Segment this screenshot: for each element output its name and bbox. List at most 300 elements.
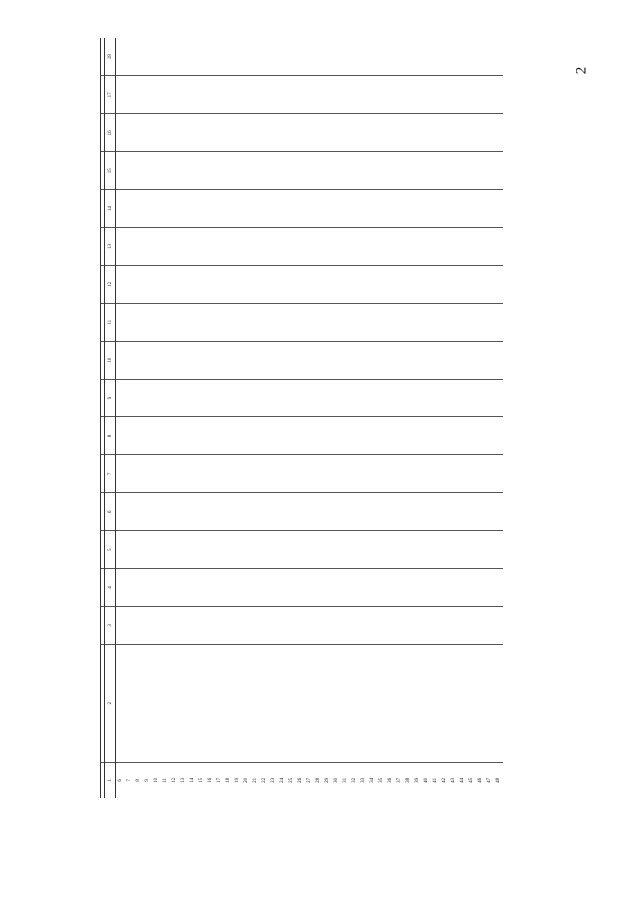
value-cell [152, 303, 161, 341]
table-row [467, 38, 476, 798]
value-cell [404, 38, 413, 76]
value-cell [359, 531, 368, 569]
row-number-cell: 11 [163, 777, 168, 783]
value-cell [233, 493, 242, 531]
row-number-cell: 35 [379, 777, 384, 783]
value-cell [116, 228, 126, 266]
value-cell [440, 455, 449, 493]
value-cell [296, 303, 305, 341]
value-cell [278, 152, 287, 190]
value-cell [134, 379, 143, 417]
value-cell [305, 531, 314, 569]
value-cell [377, 341, 386, 379]
column-header: 14 [105, 190, 116, 228]
value-cell [413, 341, 422, 379]
value-cell [278, 265, 287, 303]
value-cell [296, 228, 305, 266]
value-cell [278, 341, 287, 379]
value-cell [224, 569, 233, 607]
value-cell [494, 569, 503, 607]
value-cell [296, 379, 305, 417]
value-cell [449, 114, 458, 152]
value-cell [350, 569, 359, 607]
value-cell [377, 265, 386, 303]
value-cell [341, 38, 350, 76]
value-cell [215, 152, 224, 190]
row-number-cell: 13 [181, 777, 186, 783]
value-cell [404, 417, 413, 455]
address-cell [197, 644, 206, 762]
value-cell [476, 303, 485, 341]
row-number-cell: 14 [190, 777, 195, 783]
table-row [215, 38, 224, 798]
value-cell [278, 114, 287, 152]
value-cell [314, 531, 323, 569]
value-cell [404, 76, 413, 114]
value-cell [395, 417, 404, 455]
page-number: 2 [573, 66, 590, 75]
value-cell [170, 38, 179, 76]
value-cell [215, 379, 224, 417]
value-cell [359, 379, 368, 417]
value-cell [332, 38, 341, 76]
value-cell [170, 606, 179, 644]
value-cell [152, 265, 161, 303]
row-number-cell: 17 [217, 777, 222, 783]
value-cell [296, 569, 305, 607]
value-cell [287, 455, 296, 493]
value-cell [197, 341, 206, 379]
value-cell [476, 228, 485, 266]
address-cell [323, 644, 332, 762]
value-cell [395, 38, 404, 76]
value-cell [152, 493, 161, 531]
table-row [350, 38, 359, 798]
table-row [170, 38, 179, 798]
value-cell [413, 114, 422, 152]
value-cell [332, 190, 341, 228]
table-row [233, 38, 242, 798]
value-cell [233, 152, 242, 190]
value-cell [296, 190, 305, 228]
row-number-cell: 41 [433, 777, 438, 783]
value-cell [125, 569, 134, 607]
table-row [314, 38, 323, 798]
value-cell [242, 38, 251, 76]
value-cell [341, 265, 350, 303]
value-cell [161, 417, 170, 455]
value-cell [359, 606, 368, 644]
row-number-cell: 42 [442, 777, 447, 783]
address-cell [332, 644, 341, 762]
value-cell [404, 569, 413, 607]
address-cell [179, 644, 188, 762]
table-row [161, 38, 170, 798]
value-cell [143, 531, 152, 569]
value-cell [341, 303, 350, 341]
value-cell [161, 38, 170, 76]
row-number-cell: 44 [460, 777, 465, 783]
value-cell [485, 228, 494, 266]
value-cell [440, 341, 449, 379]
value-cell [197, 303, 206, 341]
value-cell [494, 531, 503, 569]
value-cell [431, 38, 440, 76]
value-cell [269, 493, 278, 531]
value-cell [287, 531, 296, 569]
value-cell [413, 417, 422, 455]
value-cell [188, 531, 197, 569]
table-row [152, 38, 161, 798]
value-cell [161, 341, 170, 379]
value-cell [143, 265, 152, 303]
value-cell [440, 114, 449, 152]
table-row [143, 38, 152, 798]
value-cell [134, 265, 143, 303]
value-cell [188, 190, 197, 228]
address-cell [449, 644, 458, 762]
value-cell [188, 114, 197, 152]
value-cell [179, 265, 188, 303]
address-cell [269, 644, 278, 762]
column-header: 7 [105, 455, 116, 493]
value-cell [368, 114, 377, 152]
value-cell [134, 569, 143, 607]
value-cell [233, 38, 242, 76]
value-cell [197, 152, 206, 190]
value-cell [395, 152, 404, 190]
value-cell [134, 152, 143, 190]
value-cell [188, 606, 197, 644]
table-row [494, 38, 503, 798]
value-cell [197, 114, 206, 152]
value-cell [467, 303, 476, 341]
value-cell [395, 303, 404, 341]
address-cell [233, 644, 242, 762]
value-cell [341, 455, 350, 493]
row-number-cell: 48 [496, 777, 501, 783]
value-cell [242, 531, 251, 569]
value-cell [260, 114, 269, 152]
value-cell [215, 569, 224, 607]
value-cell [449, 76, 458, 114]
value-cell [305, 265, 314, 303]
table-row [458, 38, 467, 798]
address-cell [404, 644, 413, 762]
table-row [404, 38, 413, 798]
value-cell [233, 379, 242, 417]
value-cell [179, 455, 188, 493]
value-cell [386, 379, 395, 417]
value-cell [368, 76, 377, 114]
value-cell [422, 190, 431, 228]
value-cell [341, 152, 350, 190]
value-cell [314, 493, 323, 531]
value-cell [440, 38, 449, 76]
value-cell [197, 569, 206, 607]
value-cell [476, 265, 485, 303]
value-cell [377, 606, 386, 644]
value-cell [233, 76, 242, 114]
value-cell [350, 265, 359, 303]
value-cell [152, 379, 161, 417]
value-cell [377, 76, 386, 114]
value-cell [413, 569, 422, 607]
value-cell [215, 606, 224, 644]
address-cell [368, 644, 377, 762]
value-cell [251, 152, 260, 190]
value-cell [206, 152, 215, 190]
value-cell [341, 606, 350, 644]
value-cell [332, 455, 341, 493]
table-row [296, 38, 305, 798]
value-cell [269, 303, 278, 341]
address-cell [314, 644, 323, 762]
value-cell [161, 493, 170, 531]
value-cell [395, 341, 404, 379]
value-cell [260, 493, 269, 531]
table-body [116, 38, 504, 798]
value-cell [206, 455, 215, 493]
value-cell [323, 493, 332, 531]
value-cell [305, 341, 314, 379]
value-cell [206, 493, 215, 531]
value-cell [314, 38, 323, 76]
row-number-cell: 9 [145, 779, 150, 782]
value-cell [215, 265, 224, 303]
value-cell [323, 531, 332, 569]
value-cell [404, 531, 413, 569]
value-cell [323, 265, 332, 303]
address-cell [395, 644, 404, 762]
table-row [377, 38, 386, 798]
column-header: 16 [105, 114, 116, 152]
value-cell [125, 417, 134, 455]
address-cell [359, 644, 368, 762]
value-cell [134, 455, 143, 493]
value-cell [305, 417, 314, 455]
value-cell [161, 114, 170, 152]
row-number-cell: 16 [208, 777, 213, 783]
value-cell [125, 455, 134, 493]
value-cell [251, 265, 260, 303]
value-cell [431, 228, 440, 266]
table-row [134, 38, 143, 798]
value-cell [179, 38, 188, 76]
value-cell [143, 606, 152, 644]
value-cell [386, 303, 395, 341]
value-cell [242, 228, 251, 266]
row-number-cell: 7 [127, 779, 132, 782]
value-cell [188, 228, 197, 266]
value-cell [287, 38, 296, 76]
value-cell [323, 114, 332, 152]
table-row [449, 38, 458, 798]
value-cell [431, 569, 440, 607]
row-number-cell: 45 [469, 777, 474, 783]
value-cell [386, 228, 395, 266]
value-cell [260, 76, 269, 114]
row-number-cell: 19 [235, 777, 240, 783]
value-cell [467, 417, 476, 455]
value-cell [404, 152, 413, 190]
table-row [224, 38, 233, 798]
value-cell [494, 493, 503, 531]
value-cell [467, 190, 476, 228]
address-cell [377, 644, 386, 762]
value-cell [332, 569, 341, 607]
value-cell [287, 341, 296, 379]
value-cell [377, 531, 386, 569]
value-cell [323, 190, 332, 228]
row-number-cell: 25 [289, 777, 294, 783]
value-cell [125, 152, 134, 190]
value-cell [287, 228, 296, 266]
value-cell [395, 228, 404, 266]
row-number-cell: 12 [172, 777, 177, 783]
value-cell [368, 569, 377, 607]
value-cell [476, 76, 485, 114]
value-cell [440, 569, 449, 607]
value-cell [368, 228, 377, 266]
table-row [431, 38, 440, 798]
value-cell [485, 417, 494, 455]
value-cell [251, 303, 260, 341]
value-cell [269, 569, 278, 607]
value-cell [170, 417, 179, 455]
value-cell [395, 569, 404, 607]
value-cell [197, 228, 206, 266]
value-cell [125, 379, 134, 417]
value-cell [350, 531, 359, 569]
table-row [332, 38, 341, 798]
value-cell [188, 265, 197, 303]
value-cell [350, 303, 359, 341]
value-cell [332, 228, 341, 266]
value-cell [152, 606, 161, 644]
value-cell [296, 493, 305, 531]
value-cell [476, 190, 485, 228]
value-cell [242, 341, 251, 379]
value-cell [359, 228, 368, 266]
value-cell [125, 531, 134, 569]
row-number-cell: 37 [397, 777, 402, 783]
value-cell [287, 190, 296, 228]
value-cell [269, 190, 278, 228]
value-cell [251, 493, 260, 531]
value-cell [458, 455, 467, 493]
value-cell [413, 493, 422, 531]
value-cell [260, 341, 269, 379]
value-cell [314, 455, 323, 493]
row-number-cell: 39 [415, 777, 420, 783]
value-cell [251, 114, 260, 152]
column-header: 3 [105, 606, 116, 644]
value-cell [350, 76, 359, 114]
column-header: 13 [105, 228, 116, 266]
value-cell [179, 114, 188, 152]
value-cell [386, 152, 395, 190]
table-row [323, 38, 332, 798]
value-cell [341, 493, 350, 531]
value-cell [296, 114, 305, 152]
value-cell [314, 152, 323, 190]
value-cell [431, 493, 440, 531]
value-cell [269, 417, 278, 455]
value-cell [395, 606, 404, 644]
value-cell [458, 531, 467, 569]
value-cell [224, 606, 233, 644]
value-cell [314, 265, 323, 303]
column-header: 4 [105, 569, 116, 607]
value-cell [359, 190, 368, 228]
table-row [179, 38, 188, 798]
value-cell [143, 152, 152, 190]
value-cell [224, 152, 233, 190]
value-cell [305, 76, 314, 114]
address-cell [188, 644, 197, 762]
value-cell [278, 379, 287, 417]
value-cell [314, 114, 323, 152]
value-cell [161, 76, 170, 114]
value-cell [224, 114, 233, 152]
table-row [359, 38, 368, 798]
value-cell [413, 190, 422, 228]
value-cell [278, 531, 287, 569]
value-cell [278, 606, 287, 644]
value-cell [197, 493, 206, 531]
value-cell [431, 531, 440, 569]
value-cell [233, 341, 242, 379]
value-cell [305, 152, 314, 190]
value-cell [233, 417, 242, 455]
value-cell [242, 190, 251, 228]
value-cell [413, 531, 422, 569]
value-cell [350, 38, 359, 76]
value-cell [287, 606, 296, 644]
value-cell [467, 76, 476, 114]
value-cell [197, 76, 206, 114]
value-cell [143, 303, 152, 341]
value-cell [296, 76, 305, 114]
value-cell [269, 38, 278, 76]
value-cell [170, 379, 179, 417]
value-cell [170, 265, 179, 303]
value-cell [386, 76, 395, 114]
row-number-cell: 21 [253, 777, 258, 783]
table-row [251, 38, 260, 798]
value-cell [269, 341, 278, 379]
value-cell [152, 455, 161, 493]
address-cell [476, 644, 485, 762]
value-cell [179, 569, 188, 607]
value-cell [395, 379, 404, 417]
value-cell [269, 76, 278, 114]
value-cell [116, 493, 126, 531]
value-cell [458, 265, 467, 303]
column-header: 1 [105, 762, 116, 798]
value-cell [224, 455, 233, 493]
value-cell [197, 379, 206, 417]
value-cell [359, 76, 368, 114]
value-cell [197, 531, 206, 569]
value-cell [305, 379, 314, 417]
value-cell [260, 190, 269, 228]
value-cell [485, 569, 494, 607]
value-cell [458, 152, 467, 190]
value-cell [197, 38, 206, 76]
value-cell [206, 38, 215, 76]
